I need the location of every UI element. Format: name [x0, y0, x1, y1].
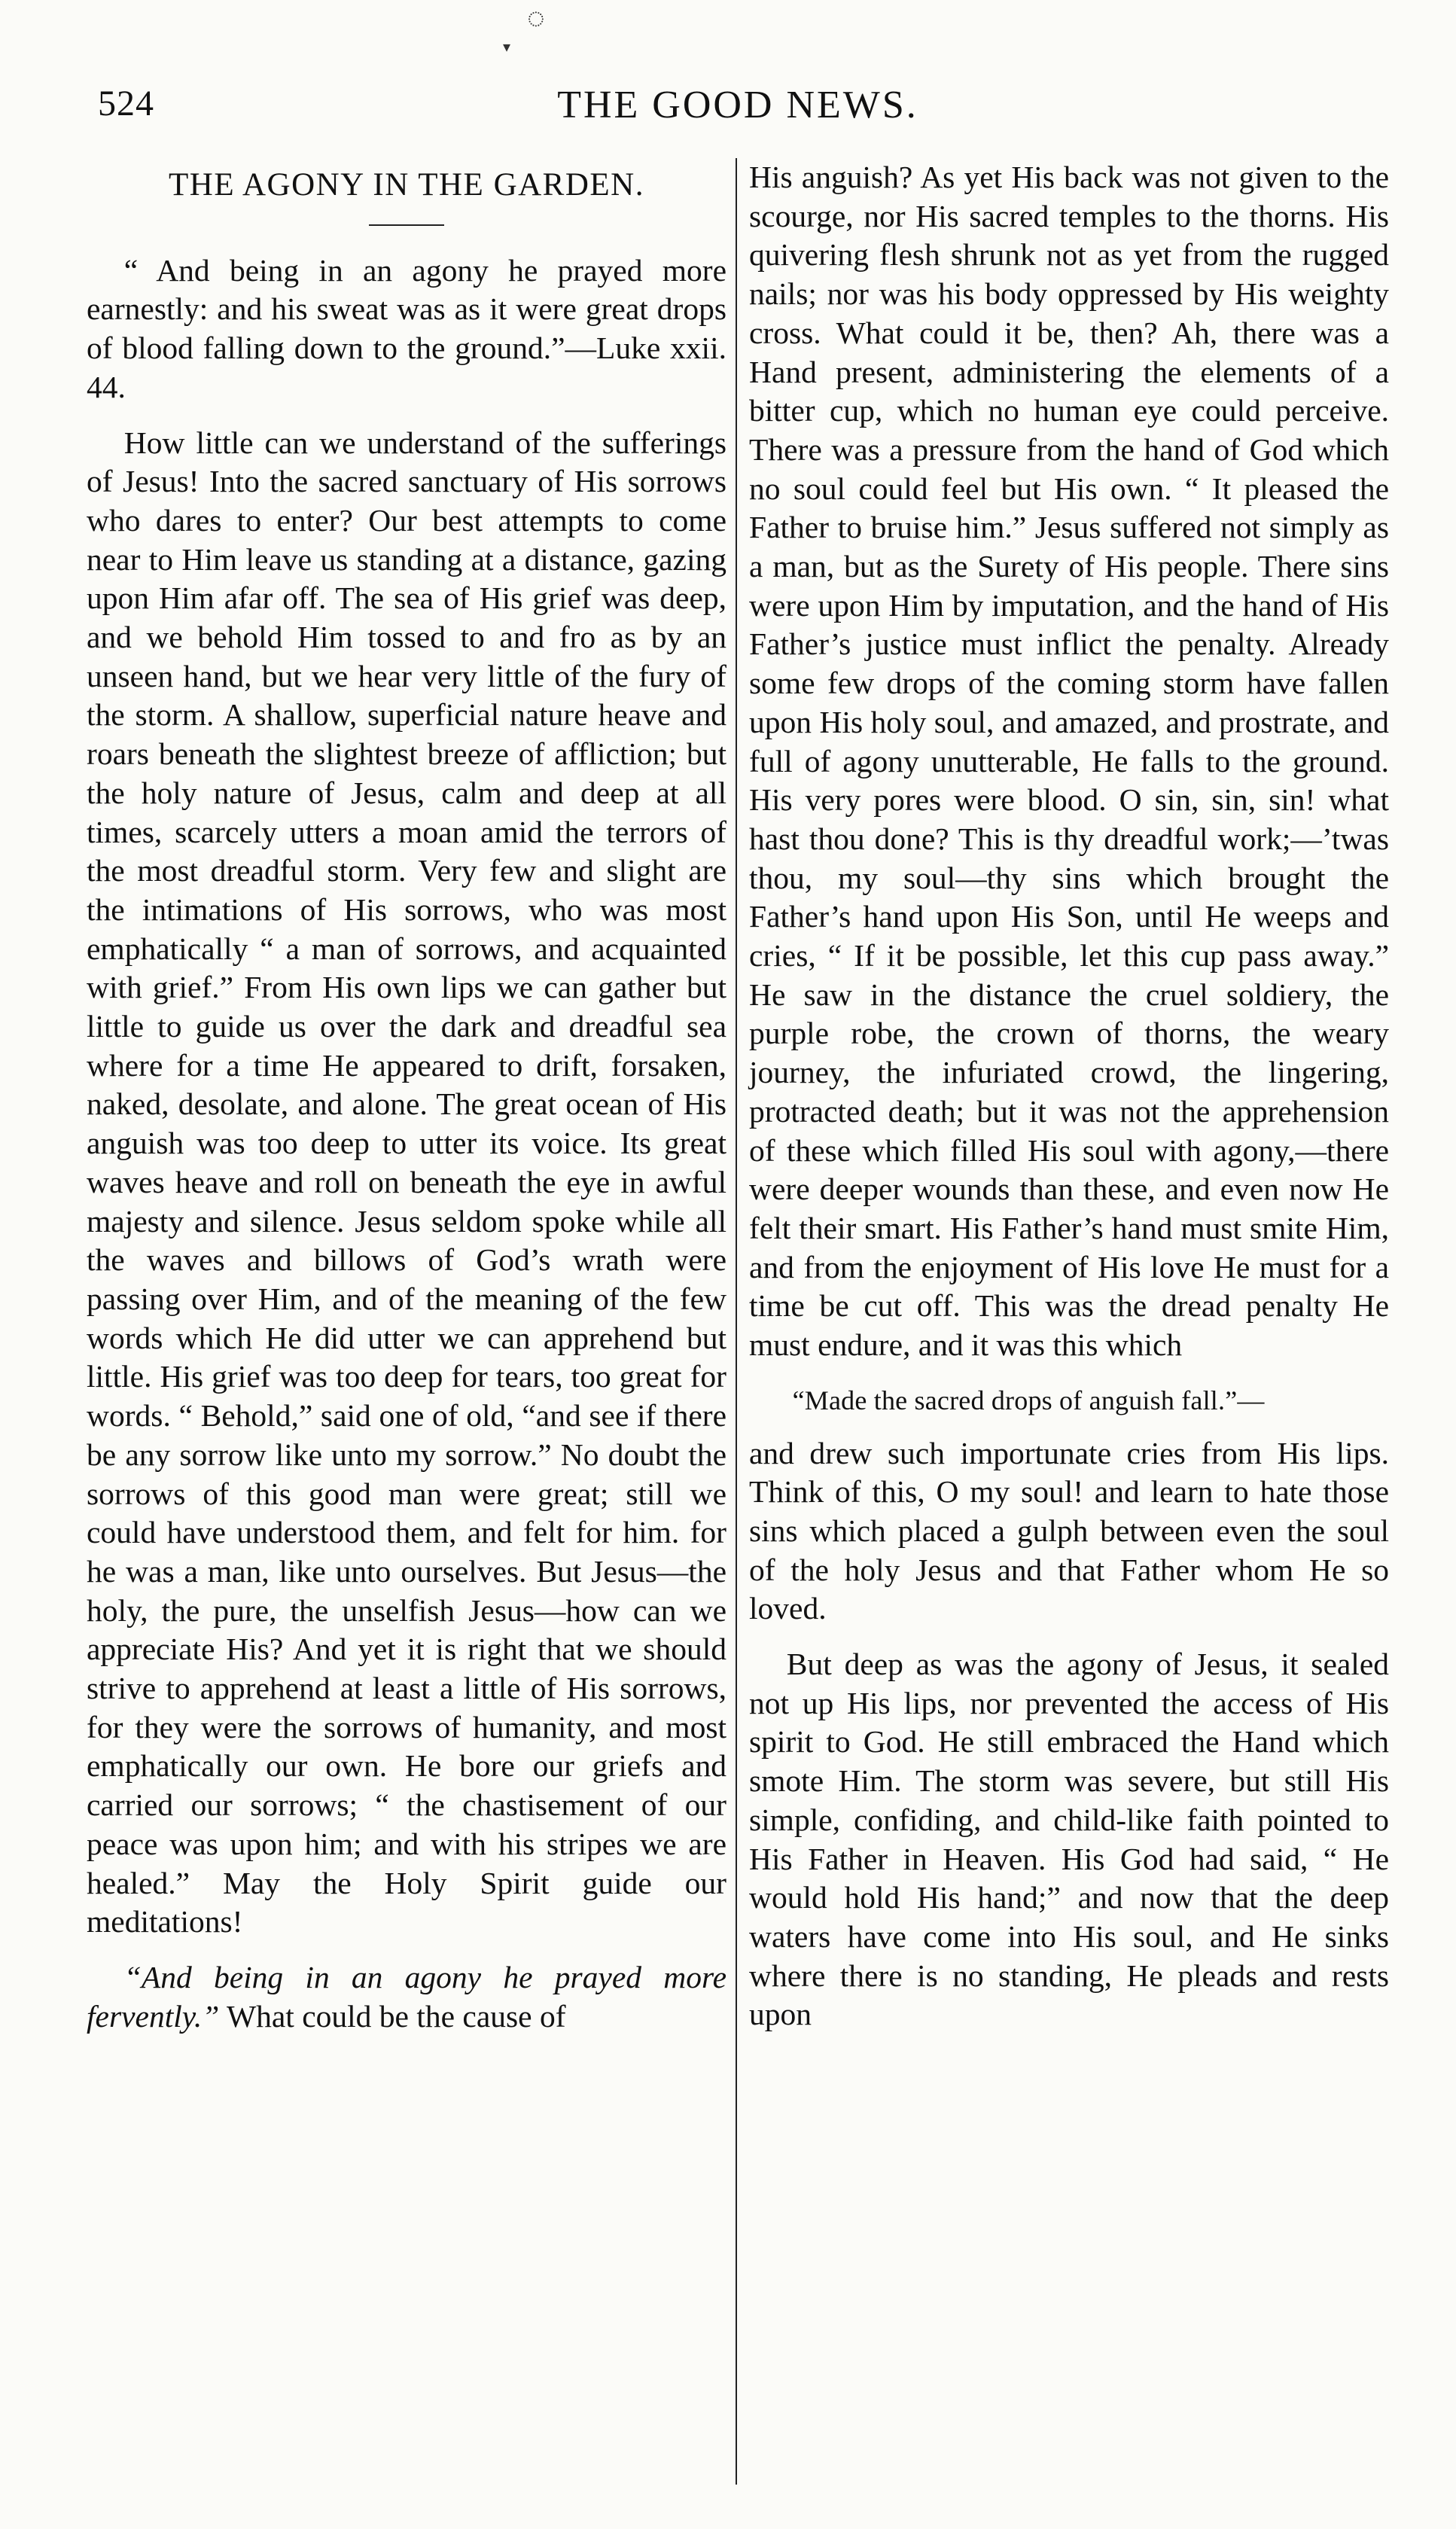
article-columns	[87, 158, 1412, 2492]
body-paragraph: But deep as was the agony of Jesus, it sealed not up His lips, nor prevented the access of His spirit to God. He still embraced the Hand which smote Him. The storm was severe, but still His simple, confiding, and child-like faith pointed to His Father in Heaven. His God had said, “ He would hold His hand;” and now that the deep waters have come into His soul, and He sinks where there is no standing, He pleads and rests upon	[749, 1647, 1389, 2032]
running-title: THE GOOD NEWS.	[557, 84, 918, 126]
column-divider	[736, 158, 737, 2485]
body-paragraph: His anguish? As yet His back was not given to the scourge, nor His sacred temples to the thorns. His quivering flesh shrunk not as yet from the rugged nails; nor was his body oppressed by His weighty cross. What could it be, then? Ah, there was a Hand present, administering the elements of a bitter cup, which no human eye could perceive. There was a pressure from the hand of God which no soul could feel but His own. “ It pleased the Father to bruise him.” Jesus suffered not simply as a man, but as the Surety of His people. There sins were upon Him by imputation, and the hand of His Father’s justice must inflict the penalty. Already some few drops of the coming storm have fallen upon His holy soul, and amazed, and prostrate, and full of agony unutterable, He falls to the ground. His very pores were blood. O sin, sin, sin! what hast thou done? This is thy dreadful work;—’twas thou, my soul—thy sins which brought the Father’s hand upon His Son, until He weeps and cries, “ If it be possible, let this cup pass away.” He saw in the distance the cruel soldiery, the purple robe, the crown of thorns, the weary journey, the infuriated crowd, the lingering, protracted death; but it was not the apprehension of these which filled His soul with agony,—there were deeper wounds than these, and even now He felt their smart. His Father’s hand must smite Him, and from the enjoyment of His love He must for a time be cut off. This was the dread penalty He must endure, and it was this which	[749, 160, 1389, 1363]
body-paragraph: and drew such importunate cries from His lips. Think of this, O my soul! and learn to hate those sins which placed a gulph between even the soul of the holy Jesus and that Father whom He so loved.	[749, 1435, 1389, 1626]
article-title: THE AGONY IN THE GARDEN.	[169, 167, 644, 203]
epigraph: “ And being in an agony he prayed more earnestly: and his sweat was as it were great drops of blood falling down to the ground.”—Luke xxii. 44.	[87, 252, 726, 404]
page-number: 524	[98, 84, 154, 123]
print-mark: ▾	[503, 39, 511, 56]
body-paragraph: How little can we understand of the sufferings of Jesus! Into the sacred sanctuary of His sorrows who dares to enter? Our best attempts to come near to Him leave us standing at a distance, gazing upon Him afar off. The sea of His grief was deep, and we behold Him tossed to and fro as by an unseen hand, but we hear very little of the fury of the storm. A shallow, superficial nature heave and roars beneath the slightest breeze of affliction; but the holy nature of Jesus, calm and deep at all times, scarcely utters a moan amid the terrors of the most dreadful storm. Very few and slight are the intimations of His sorrows, who was most emphatically “ a man of sorrows, and acquainted with grief.” From His own lips we can gather but little to guide us over the dark and dreadful sea where for a time He appeared to drift, forsaken, naked, desolate, and alone. The great ocean of His anguish was too deep to utter its voice. Its great waves heave and roll on beneath the eye in awful majesty and silence. Jesus seldom spoke while all the waves and billows of God’s wrath were passing over Him, and of the meaning of the few words which He did utter we can apprehend but little. His grief was too deep for tears, too great for words. “ Behold,” said one of old, “and see if there be any sorrow like unto my sorrow.” No doubt the sorrows of this good man were great; still we could have understood them, and felt for him. for he was a man, like unto ourselves. But Jesus—the holy, the pure, the unselfish Jesus—how can we appreciate His? And yet it is right that we should strive to apprehend at least a little of His sorrows, for they were the sorrows of humanity, and most emphatically our own. He bore our griefs and carried our sorrows; “ the chastisement of our peace was upon him; and with his stripes we are healed.” May the Holy Spirit guide our meditations!	[87, 425, 726, 1939]
page-header	[90, 83, 1385, 143]
body-paragraph-closing	[87, 1958, 726, 2036]
title-rule	[369, 224, 444, 226]
right-column	[749, 158, 1389, 2034]
italic-quotation: “And being in an agony he prayed more fervently.”	[87, 1959, 726, 2034]
left-column	[87, 158, 726, 2036]
verse-quotation: “Made the sacred drops of anguish fall.”—	[792, 1385, 1265, 1415]
closing-text: What could be the cause of	[219, 1998, 566, 2034]
print-mark: ◌	[527, 1, 545, 35]
